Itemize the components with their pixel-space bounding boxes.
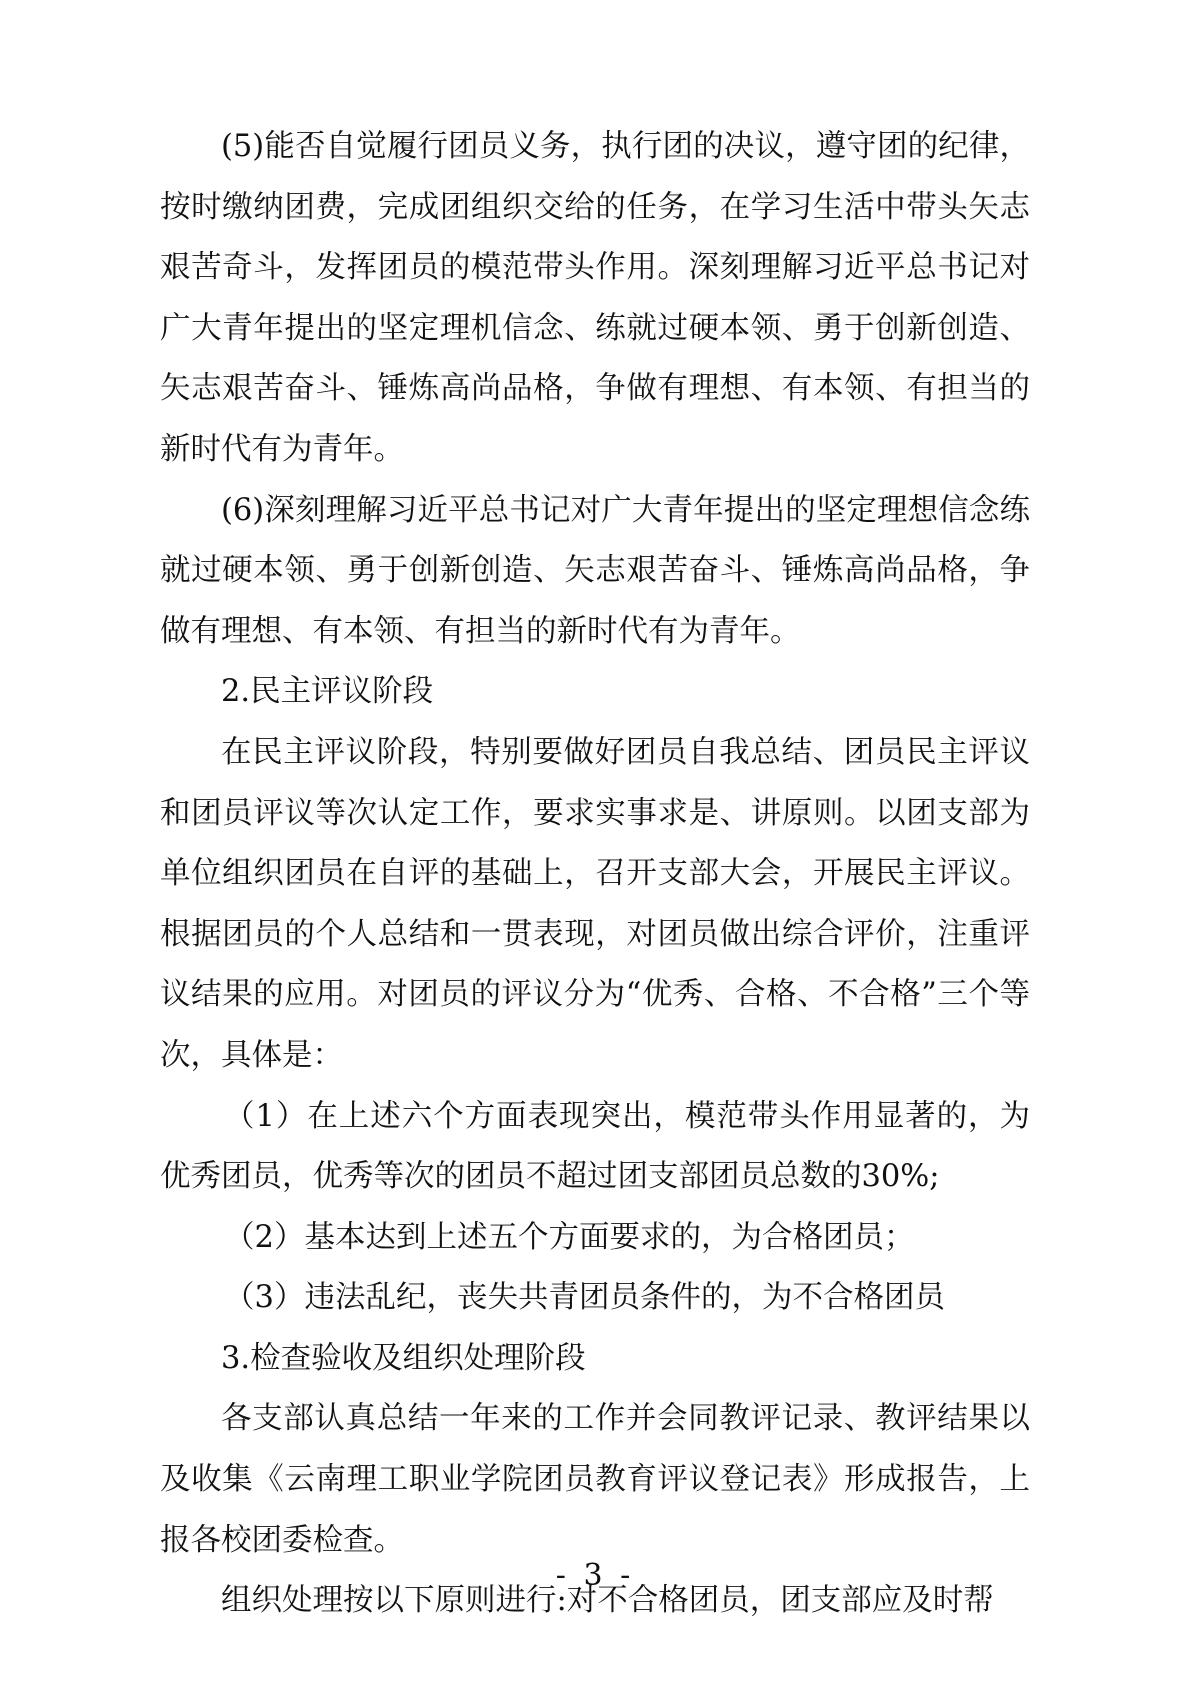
inspection-paragraph: 各支部认真总结一年来的工作并会同教评记录、教评结果以及收集《云南理工职业学院团员教育评议登记表》形成报告，上报各校团委检查。 (160, 1401, 1030, 1558)
grade-excellent-item: （1）在上述六个方面表现突出，模范带头作用显著的，为优秀团员，优秀等次的团员不超过团支部团员总数的30%; (160, 1098, 1030, 1195)
section-heading-inspection: 3.检查验收及组织处理阶段 (221, 1340, 586, 1376)
page-number: - 3 - (555, 1558, 635, 1593)
body-text (160, 117, 1030, 1632)
grade-qualified-item: （2）基本达到上述五个方面要求的，为合格团员； (224, 1219, 915, 1255)
requirement-item-6: (6)深刻理解习近平总书记对广大青年提出的坚定理想信念练就过硬本领、勇于创新创造、矢志艰苦奋斗、锤炼高尚品格，争做有理想、有本领、有担当的新时代有为青年。 (160, 492, 1030, 649)
section-heading-democratic-review: 2.民主评议阶段 (221, 674, 434, 710)
handling-paragraph: 组织处理按以下原则进行:对不合格团员，团支部应及时帮 (221, 1583, 994, 1619)
democratic-review-paragraph: 在民主评议阶段，特别要做好团员自我总结、团员民主评议和团员评议等次认定工作，要求实事求是、讲原则。以团支部为单位组织团员在自评的基础上，召开支部大会，开展民主评议。根据团员的个人总结和一贯表现，对团员做出综合评价，注重评议结果的应用。对团员的评议分为“优秀、合格、不合格”三个等次，具体是： (160, 734, 1030, 1073)
grade-unqualified-item: （3）违法乱纪，丧失共青团员条件的，为不合格团员 (224, 1280, 945, 1316)
requirement-item-5: (5)能否自觉履行团员义务，执行团的决议，遵守团的纪律，按时缴纳团费，完成团组织交给的任务，在学习生活中带头矢志艰苦奇斗，发挥团员的模范带头作用。深刻理解习近平总书记对广大青年提出的坚定理机信念、练就过硬本领、勇于创新创造、矢志艰苦奋斗、锤炼高尚品格，争做有理想、有本领、有担当的新时代有为青年。 (160, 129, 1030, 467)
